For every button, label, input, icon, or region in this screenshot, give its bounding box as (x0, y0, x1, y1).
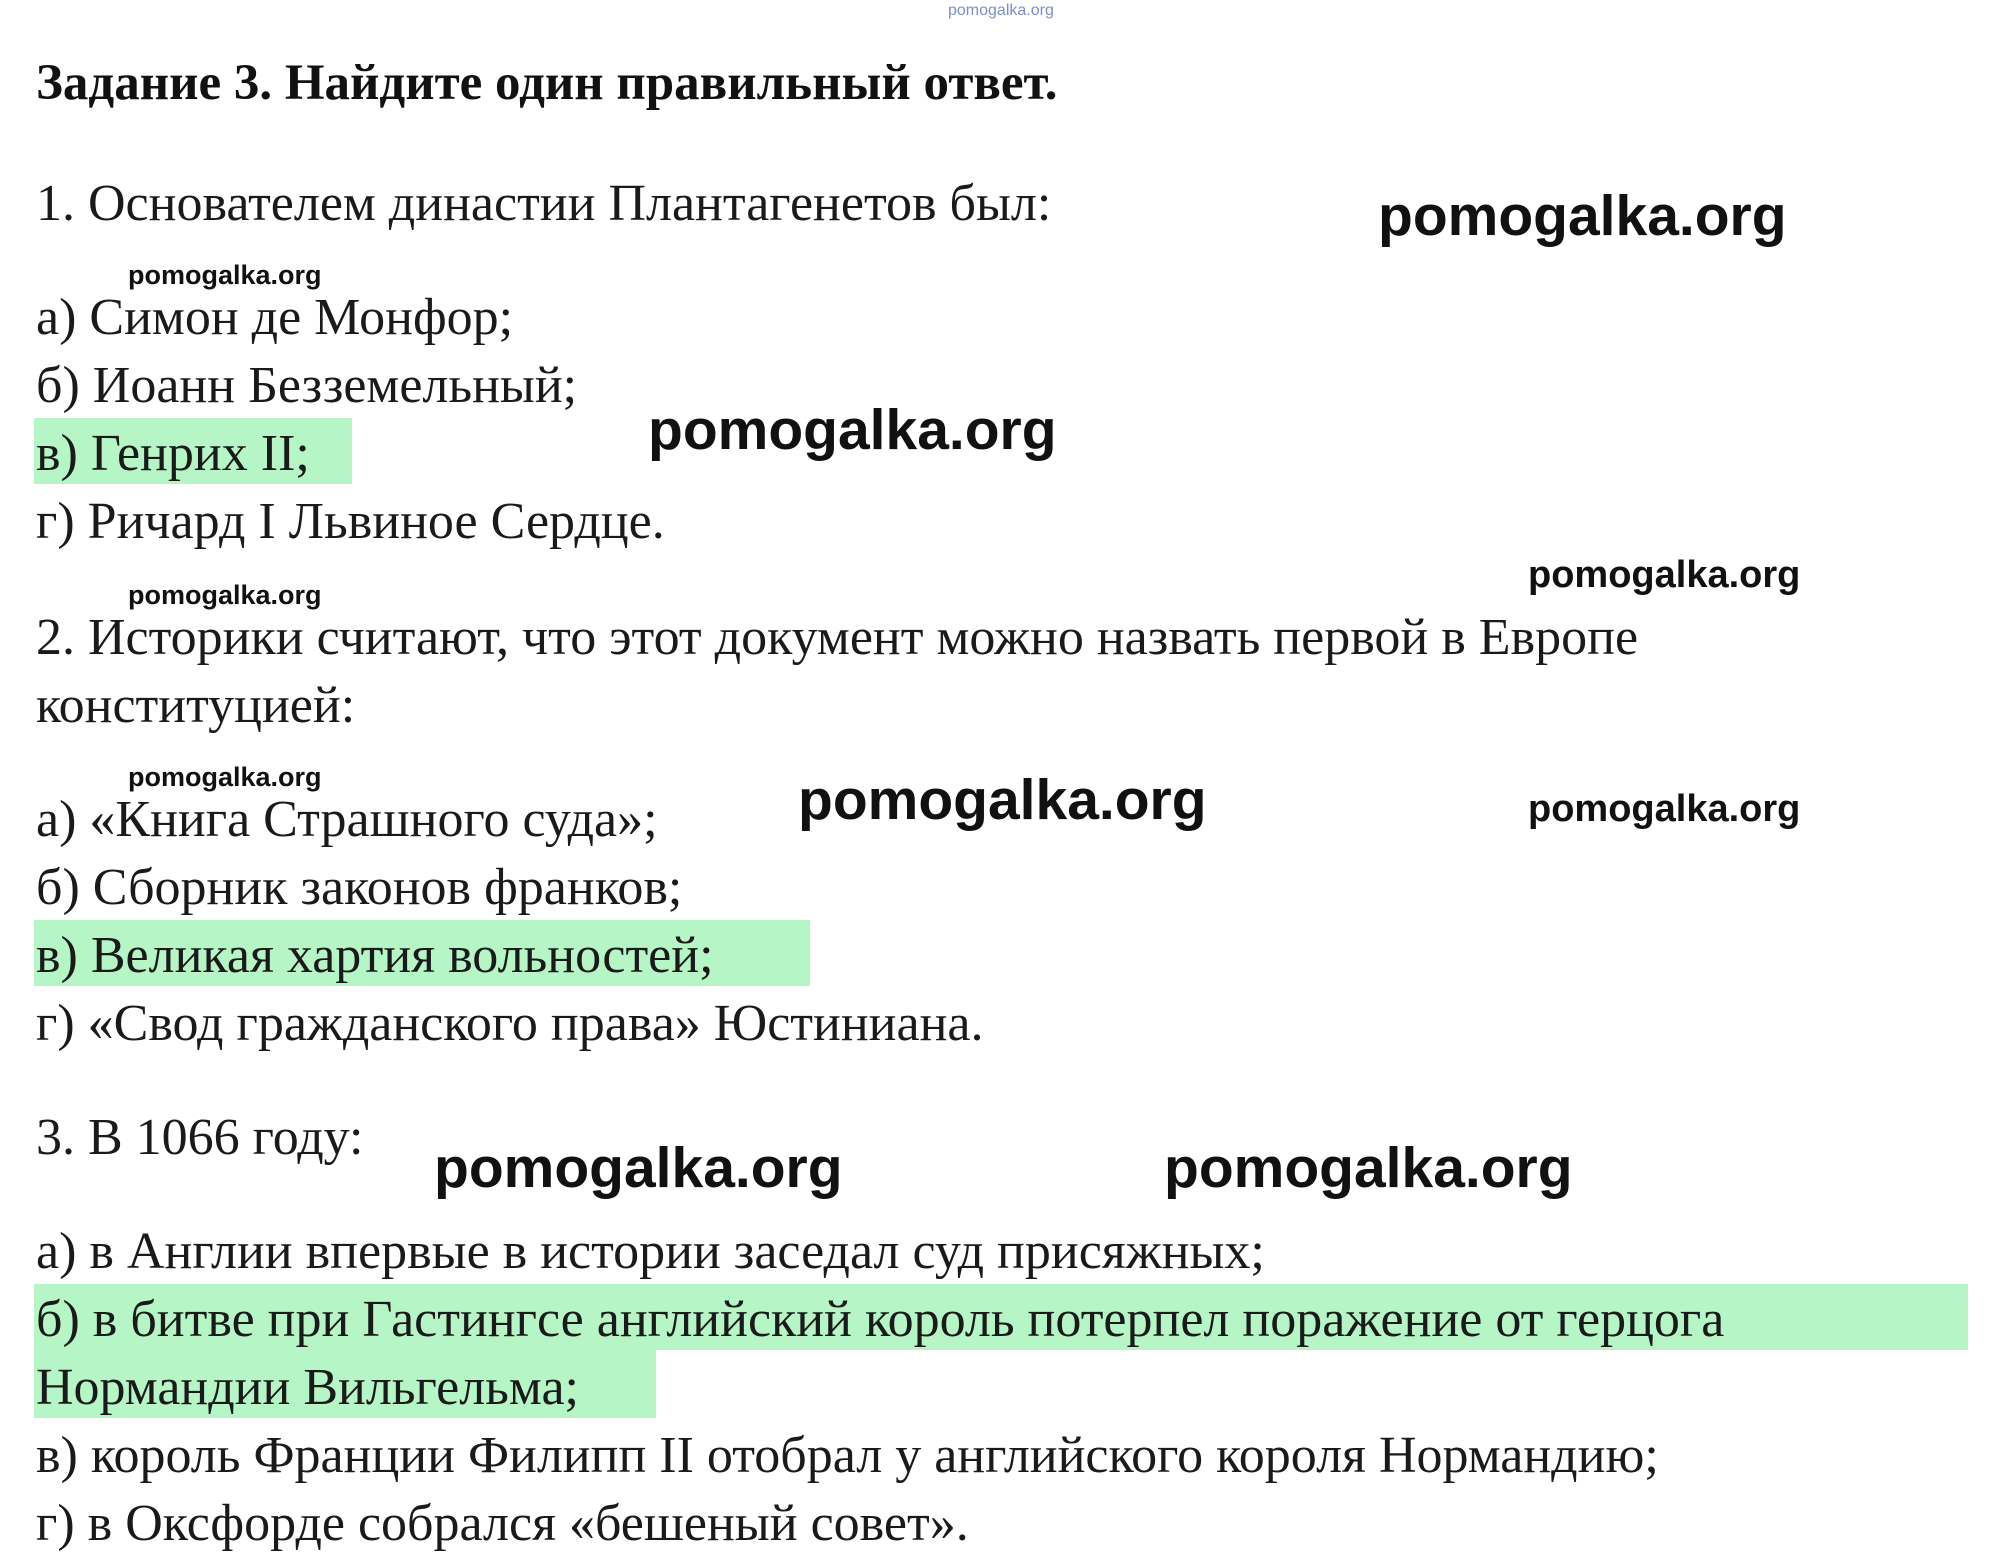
q3-option-b-correct-line2: Нормандии Вильгельма; (36, 1359, 579, 1416)
watermark-text: pomogalka.org (434, 1136, 843, 1200)
q1-option-c-correct: в) Генрих II; (36, 425, 310, 482)
q3-option-d: г) в Оксфорде собрался «бешеный совет». (36, 1495, 969, 1552)
question-1-text: 1. Основателем династии Плантагенетов был: (36, 175, 1052, 232)
question-3-text: 3. В 1066 году: (36, 1109, 364, 1166)
watermark-text: pomogalka.org (128, 762, 322, 792)
q2-option-c-correct: в) Великая хартия вольностей; (36, 927, 714, 984)
watermark-text: pomogalka.org (798, 768, 1207, 832)
watermark-text: pomogalka.org (1528, 554, 1801, 596)
q3-option-b-correct-line1: б) в битве при Гастингсе английский король потерпел поражение от герцога (36, 1291, 1725, 1348)
header-watermark: pomogalka.org (948, 2, 1054, 19)
question-2-text-line2: конституцией: (36, 677, 356, 734)
q2-option-a: а) «Книга Страшного суда»; (36, 791, 658, 848)
watermark-text: pomogalka.org (1378, 184, 1787, 248)
q1-option-d: г) Ричард I Львиное Сердце. (36, 493, 665, 550)
q2-option-d: г) «Свод гражданского права» Юстиниана. (36, 995, 984, 1052)
question-2-text-line1: 2. Историки считают, что этот документ можно назвать первой в Европе (36, 609, 1639, 666)
watermark-text: pomogalka.org (1528, 788, 1801, 830)
task-title: Задание 3. Найдите один правильный ответ. (36, 55, 1058, 111)
watermark-text: pomogalka.org (128, 580, 322, 610)
watermark-text: pomogalka.org (648, 398, 1057, 462)
watermark-text: pomogalka.org (1164, 1136, 1573, 1200)
q3-option-a: а) в Англии впервые в истории заседал суд присяжных; (36, 1223, 1265, 1280)
q1-option-a: а) Симон де Монфор; (36, 289, 514, 346)
q1-option-b: б) Иоанн Безземельный; (36, 357, 578, 414)
q3-option-c: в) король Франции Филипп II отобрал у английского короля Нормандию; (36, 1427, 1659, 1484)
q2-option-b: б) Сборник законов франков; (36, 859, 683, 916)
watermark-text: pomogalka.org (128, 260, 322, 290)
